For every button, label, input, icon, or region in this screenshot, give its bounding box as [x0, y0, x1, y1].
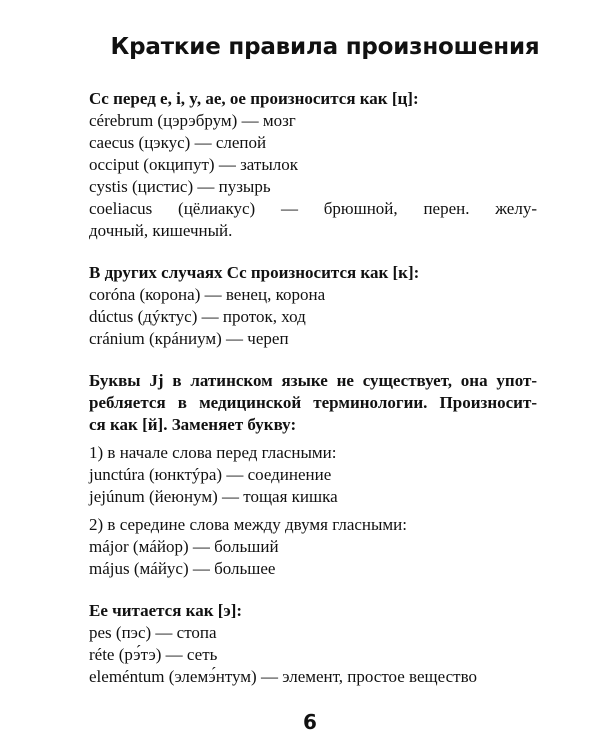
example-line: cérebrum (цэрэбрум) — мозг: [89, 111, 296, 130]
example-line: occiput (окципут) — затылок: [89, 155, 299, 174]
page-number: 6: [303, 710, 317, 734]
example-line: caecus (цэкус) — слепой: [89, 133, 267, 152]
rule-subheading: 2) в середине слова между двумя гласными:: [89, 515, 408, 534]
section-heading: В других случаях Cc произносится как [к]:: [89, 263, 420, 282]
section-heading: Ee читается как [э]:: [89, 601, 243, 620]
example-line: дочный, кишечный.: [89, 221, 233, 240]
section-heading: ребляется в медицинской терминологии. Произносит-: [89, 393, 537, 412]
section-heading: Cc перед e, i, y, ae, oe произносится как [ц]:: [89, 89, 419, 108]
example-line: pes (пэс) — стопа: [89, 623, 217, 642]
example-line: dúctus (дýктус) — проток, ход: [89, 307, 306, 326]
example-line: cránium (крáниум) — череп: [89, 329, 289, 348]
section-heading: Буквы Jj в латинском языке не существует, она упот-: [89, 371, 537, 390]
section-e-as-e: [89, 600, 537, 688]
example-line: coróna (корона) — венец, корона: [89, 285, 326, 304]
example-line: eleméntum (элемэ́нтум) — элемент, простое вещество: [89, 667, 477, 686]
section-c-as-ts: [89, 88, 537, 242]
section-letter-j: [89, 370, 537, 580]
page-title: Краткие правила произношения: [110, 34, 540, 60]
example-line: cystis (цистис) — пузырь: [89, 177, 271, 196]
rule-subheading: 1) в начале слова перед гласными:: [89, 443, 337, 462]
example-line: junctúra (юнктýра) — соединение: [89, 465, 332, 484]
section-heading: ся как [й]. Заменяет букву:: [89, 415, 297, 434]
section-c-as-k: [89, 262, 537, 350]
example-line: jejúnum (йеюнум) — тощая кишка: [89, 487, 338, 506]
example-line: réte (рэ́тэ) — сеть: [89, 645, 218, 664]
example-line: coeliacus (цёлиакус) — брюшной, перен. желу-: [89, 199, 537, 218]
example-line: május (мáйус) — большее: [89, 559, 276, 578]
example-line: májor (мáйор) — больший: [89, 537, 279, 556]
page-content: [89, 88, 537, 708]
